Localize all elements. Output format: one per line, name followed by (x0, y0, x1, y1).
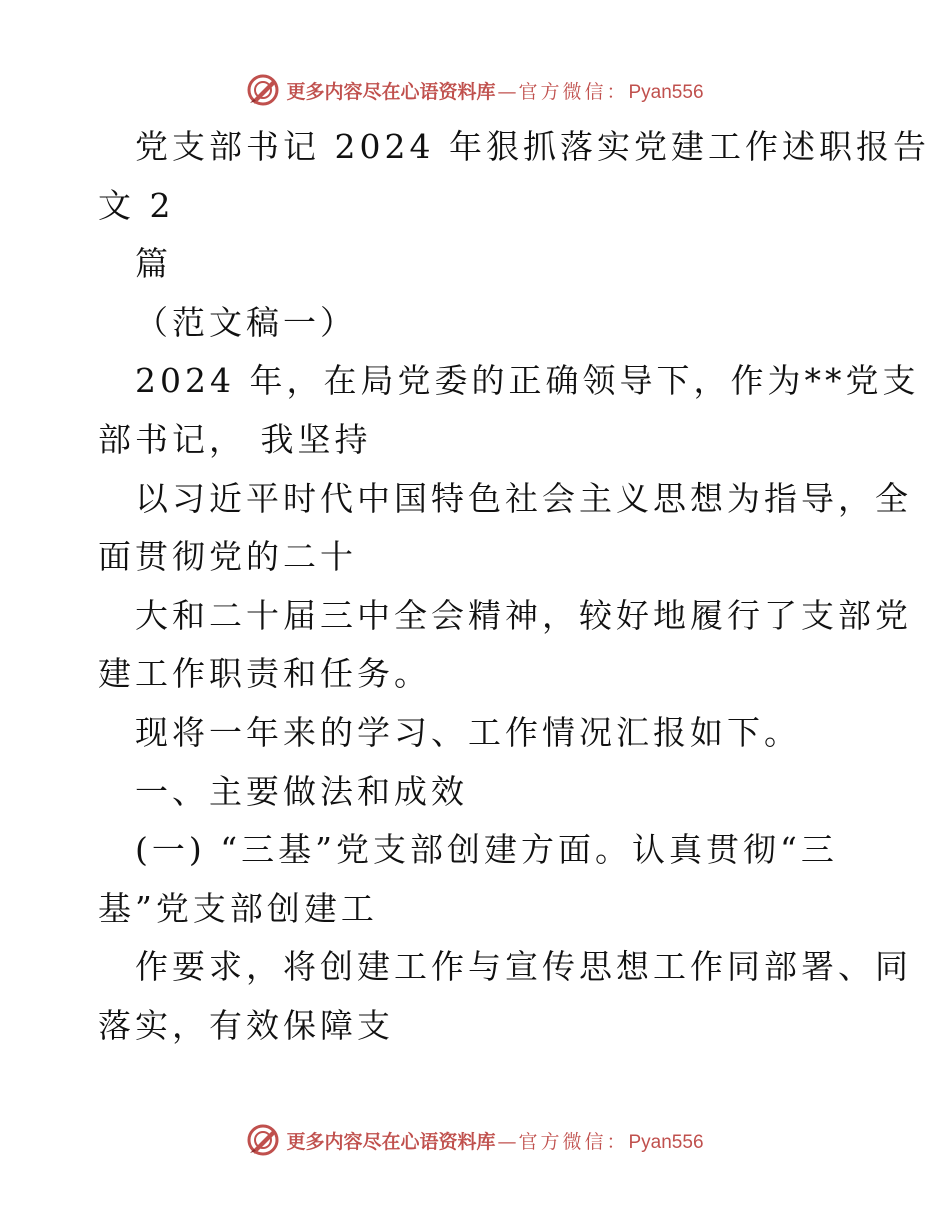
doc-title-line-2: 文 2 (98, 185, 175, 225)
watermark-wechat-id: Pyan556 (628, 1131, 704, 1153)
paragraph-line: 部书记， 我坚持 (98, 419, 372, 459)
paragraph-line: 基”党支部创建工 (98, 888, 378, 928)
paragraph-line: 2024 年，在局党委的正确领导下，作为**党支 (135, 361, 920, 401)
header-watermark (0, 70, 950, 110)
watermark-brand: 更多内容尽在心语资料库 (286, 1130, 496, 1153)
doc-title-line-1: 党支部书记 2024 年狠抓落实党建工作述职报告 (135, 127, 930, 166)
paragraph-line: (一) “三基”党支部创建方面。认真贯彻“三 (135, 830, 838, 870)
watermark-separator: — (497, 1130, 517, 1153)
pen-logo-icon (246, 1123, 280, 1157)
paragraph-line: 以习近平时代中国特色社会主义思想为指导，全 (135, 478, 912, 518)
watermark-wechat-id: Pyan556 (628, 81, 704, 103)
watermark-brand: 更多内容尽在心语资料库 (286, 80, 496, 103)
paragraph-line: 建工作职责和任务。 (98, 654, 431, 694)
doc-title-line-3: 篇 (135, 244, 172, 284)
doc-subtitle: （范文稿一） (135, 302, 357, 342)
paragraph-line: 作要求，将创建工作与宣传思想工作同部署、同 (135, 947, 912, 987)
paragraph-line: 大和二十届三中全会精神，较好地履行了支部党 (135, 595, 912, 635)
document-body (98, 118, 930, 1056)
watermark-official-label: 官方微信： (518, 1130, 629, 1153)
watermark-separator: — (497, 80, 517, 103)
footer-watermark (0, 1120, 950, 1160)
section-heading: 一、主要做法和成效 (135, 771, 468, 811)
watermark-official-label: 官方微信： (518, 80, 629, 103)
pen-logo-icon (246, 73, 280, 107)
paragraph-line: 落实，有效保障支 (98, 1005, 394, 1045)
paragraph-line: 面贯彻党的二十 (98, 537, 357, 577)
paragraph-line: 现将一年来的学习、工作情况汇报如下。 (135, 712, 801, 752)
